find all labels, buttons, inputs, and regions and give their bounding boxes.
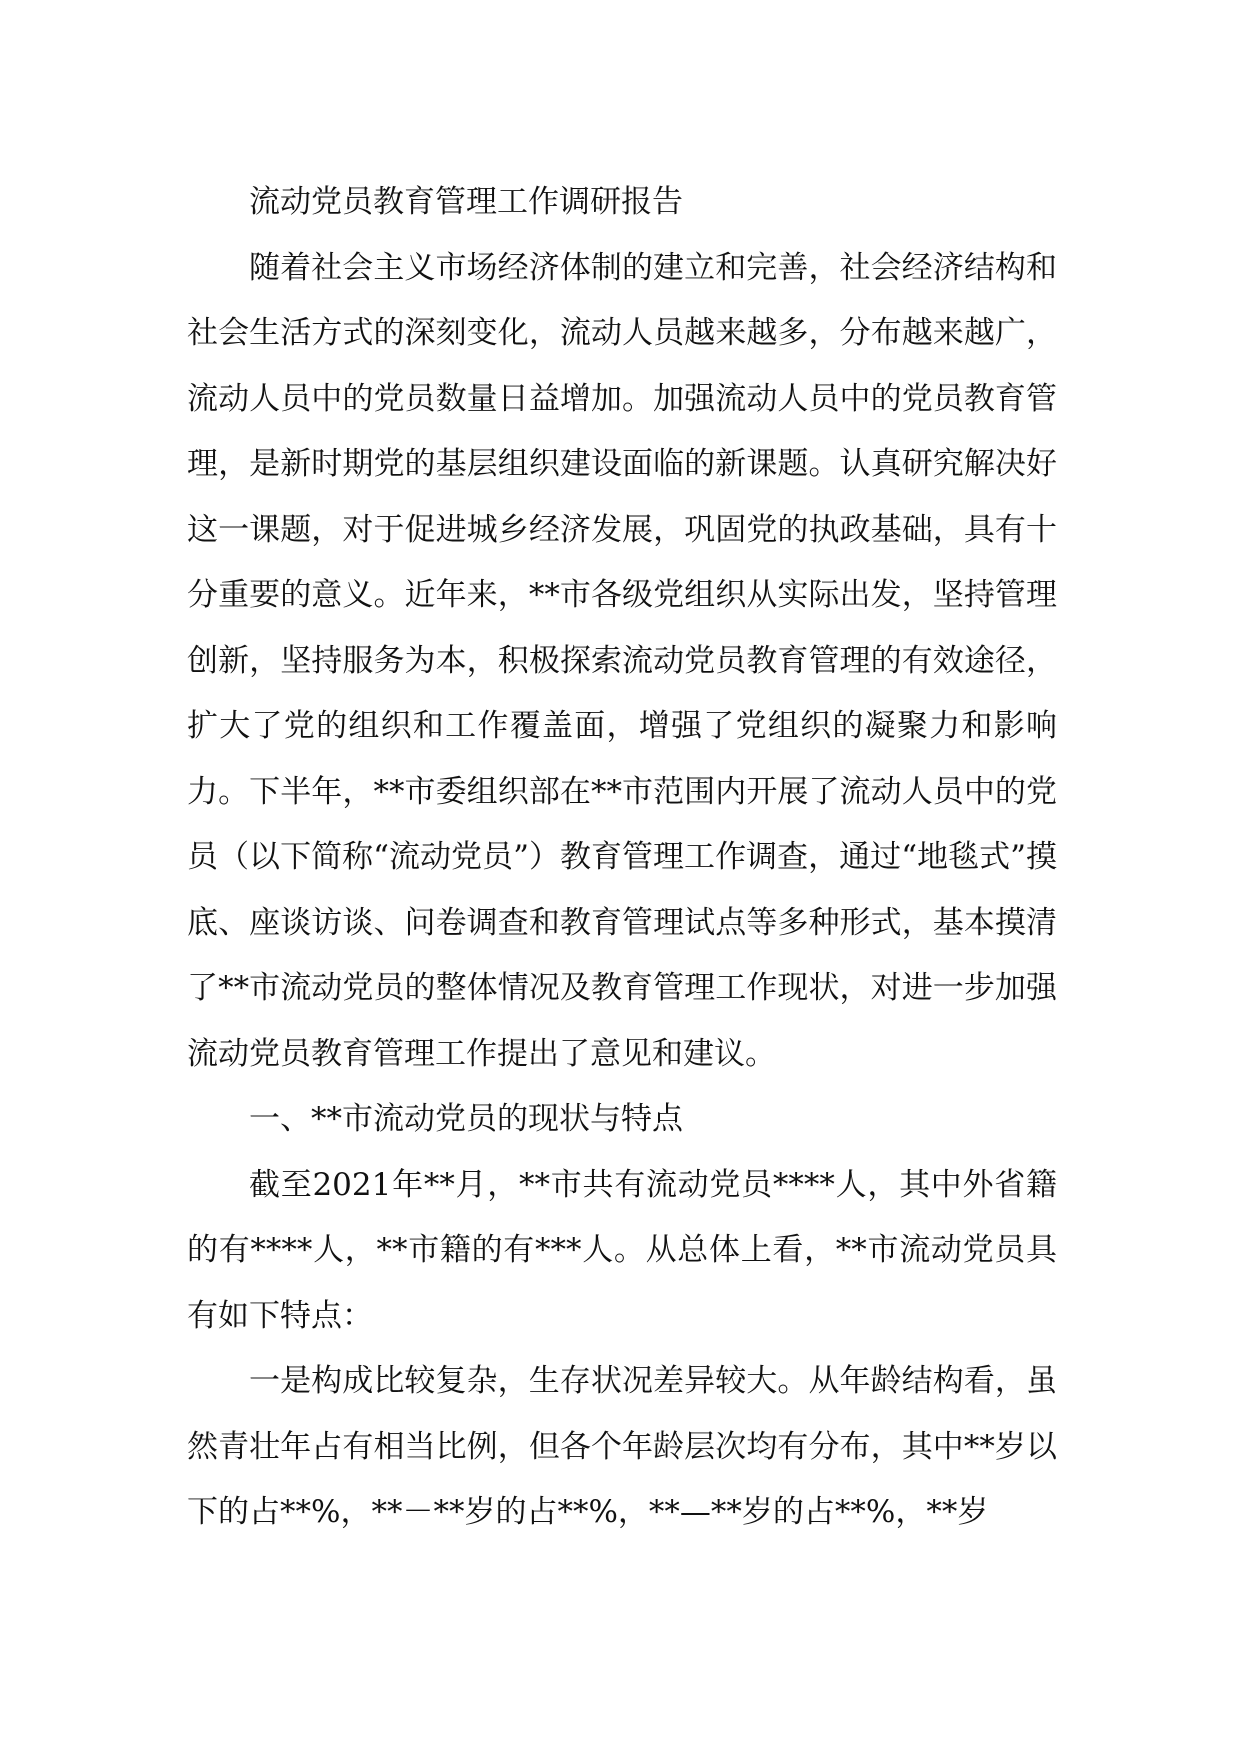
document-title: 流动党员教育管理工作调研报告 <box>249 184 683 220</box>
document-body <box>187 170 1057 1546</box>
paragraph-feature-one: 一是构成比较复杂，生存状况差异较大。从年龄结构看，虽然青壮年占有相当比例，但各个年龄层次均有分布，其中**岁以下的占**%，**－**岁的占**%，**—**岁的占**%，**岁 <box>187 1363 1057 1530</box>
paragraph-statistics: 截至2021年**月，**市共有流动党员****人，其中外省籍的有****人，**市籍的有***人。从总体上看，**市流动党员具有如下特点： <box>187 1166 1057 1334</box>
section-heading: 一、**市流动党员的现状与特点 <box>249 1101 683 1137</box>
paragraph-intro: 随着社会主义市场经济体制的建立和完善，社会经济结构和社会生活方式的深刻变化，流动人员越来越多，分布越来越广，流动人员中的党员数量日益增加。加强流动人员中的党员教育管理，是新时期党的基层组织建设面临的新课题。认真研究解决好这一课题，对于促进城乡经济发展，巩固党的执政基础，具有十分重要的意义。近年来，**市各级党组织从实际出发，坚持管理创新，坚持服务为本，积极探索流动党员教育管理的有效途径，扩大了党的组织和工作覆盖面，增强了党组织的凝聚力和影响力。下半年，**市委组织部在**市范围内开展了流动人员中的党员（以下简称“流动党员”）教育管理工作调查，通过“地毯式”摸底、座谈访谈、问卷调查和教育管理试点等多种形式，基本摸清了**市流动党员的整体情况及教育管理工作现状，对进一步加强流动党员教育管理工作提出了意见和建议。 <box>187 249 1057 1072</box>
